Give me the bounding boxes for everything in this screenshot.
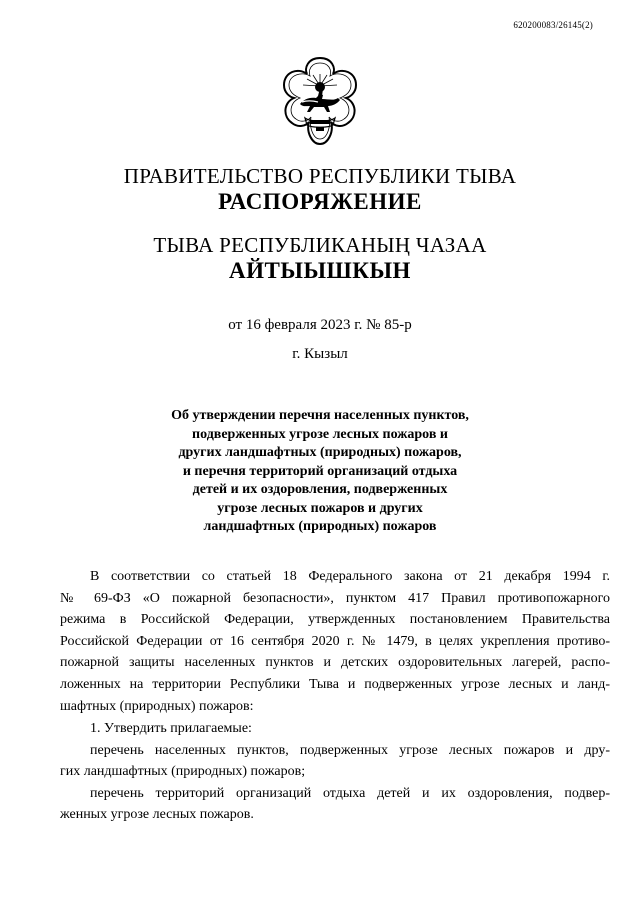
item-1-line: перечень населенных пунктов, подверженных угрозе лесных пожаров и дру- <box>90 742 610 758</box>
preamble-line-text: В соответствии со статьей 18 Федерального закона от 21 декабря 1994 г. <box>90 569 610 584</box>
preamble-line: режима в Российской Федерации, утвержденных постановлением Правительства <box>60 612 610 628</box>
subject-line: Об утверждении перечня населенных пунктов, <box>171 408 469 423</box>
document-type-tyv: АЙТЫЫШКЫН <box>229 258 411 283</box>
preamble-line: пожарной защиты населенных пунктов и детских оздоровительных лагерей, распо- <box>60 655 610 671</box>
item-1-heading: 1. Утвердить прилагаемые: <box>90 721 252 736</box>
preamble-paragraph <box>60 566 610 717</box>
document-date-number: от 16 февраля 2023 г. № 85-р <box>228 317 412 333</box>
item-1-line: перечень территорий организаций отдыха детей и их оздоровления, подвер- <box>90 785 610 801</box>
document-subject <box>100 407 540 537</box>
subject-line: ландшафтных (природных) пожаров <box>203 519 437 534</box>
document-type-ru: РАСПОРЯЖЕНИЕ <box>218 189 422 214</box>
subject-line: подверженных угрозе лесных пожаров и <box>192 426 448 442</box>
tuva-coat-of-arms-icon <box>270 52 370 152</box>
preamble-line: Российской Федерации от 16 сентября 2020 г. № 1479, в целях укрепления противо- <box>60 633 610 649</box>
subject-line: детей и их оздоровления, подверженных <box>192 482 448 497</box>
preamble-line: № 69-ФЗ «О пожарной безопасности», пунктом 417 Правил противопожарного <box>60 590 610 606</box>
preamble-line: ложенных на территории Республики Тыва и подверженных угрозе лесных и ланд- <box>60 676 610 692</box>
document-city: г. Кызыл <box>292 346 348 362</box>
subject-line: и перечня территорий организаций отдыха <box>182 463 458 479</box>
government-title-ru: ПРАВИТЕЛЬСТВО РЕСПУБЛИКИ ТЫВА <box>123 164 517 188</box>
subject-line: угрозе лесных пожаров и других <box>217 500 423 516</box>
item-1-line: гих ландшафтных (природных) пожаров; <box>60 764 306 780</box>
government-title-tyv: ТЫВА РЕСПУБЛИКАНЫҢ ЧАЗАА <box>153 233 487 257</box>
subject-line: других ландшафтных (природных) пожаров, <box>178 445 462 460</box>
item-1-line: женных угрозе лесных пожаров. <box>60 807 254 823</box>
item-1-paragraph <box>60 718 610 826</box>
preamble-line <box>90 566 610 588</box>
preamble-line: шафтных (природных) пожаров: <box>60 698 254 714</box>
document-code: 620200083/26145(2) <box>513 20 593 30</box>
